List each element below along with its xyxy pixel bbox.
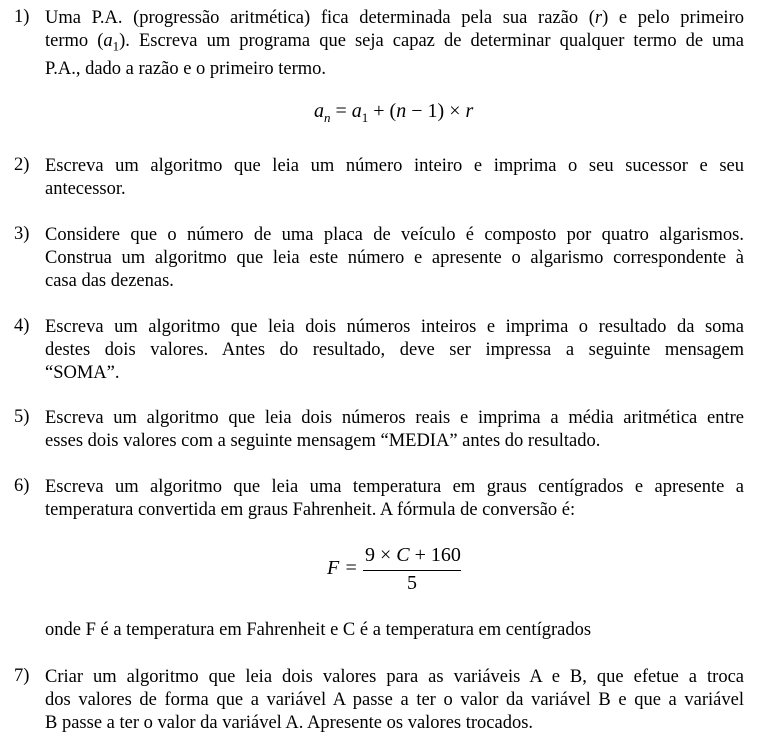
variable-a1: a bbox=[103, 31, 113, 51]
formula-times: × bbox=[444, 100, 466, 122]
text-line: Uma P.A. (progressão aritmética) fica determinada pela sua razão (r) e pelo primeiro bbox=[45, 8, 744, 28]
question-6 bbox=[14, 476, 744, 522]
formula-denominator: 5 bbox=[407, 572, 417, 594]
formula-r: r bbox=[465, 100, 474, 122]
formula-note: onde F é a temperatura em Fahrenheit e C é a temperatura em centígrados bbox=[45, 620, 592, 640]
formula-an: $a_n$ bbox=[314, 100, 331, 125]
formula-a1: $a_1$ bbox=[351, 100, 369, 125]
fraction-bar bbox=[363, 570, 461, 571]
question-number: 3) bbox=[14, 224, 30, 244]
question-7 bbox=[14, 666, 744, 735]
formula-numerator: 9 × C + 160 bbox=[365, 544, 461, 566]
question-text bbox=[45, 224, 744, 293]
text-line: Escreva um algoritmo que leia dois números inteiros e imprima o resultado da soma bbox=[45, 317, 744, 337]
formula-equals: = bbox=[330, 100, 352, 122]
question-1 bbox=[14, 7, 744, 81]
text-line: dos valores de forma que a variável A passe a ter o valor da variável B e que a variável bbox=[45, 690, 744, 710]
text-line: P.A., dado a razão e o primeiro termo. bbox=[45, 58, 327, 79]
text-line: esses dois valores com a seguinte mensagem “MEDIA” antes do resultado. bbox=[45, 431, 601, 451]
formula-plus-open: + ( bbox=[368, 100, 397, 122]
text-line: Criar um algoritmo que leia dois valores para as variáveis A e B, que efetue a troca bbox=[45, 667, 744, 687]
formula-n: n bbox=[396, 100, 407, 122]
question-text bbox=[45, 155, 744, 201]
text-line: B passe a ter o valor da variável A. Apresente os valores trocados. bbox=[45, 713, 534, 733]
question-number: 6) bbox=[14, 476, 30, 496]
question-number: 4) bbox=[14, 316, 30, 336]
question-4 bbox=[14, 316, 744, 385]
question-text bbox=[45, 316, 744, 385]
question-5 bbox=[14, 407, 744, 453]
question-number: 5) bbox=[14, 407, 30, 427]
question-number: 2) bbox=[14, 155, 30, 175]
text-line: Escreva um algoritmo que leia um número inteiro e imprima o seu sucessor e seu bbox=[45, 156, 744, 176]
fahrenheit-formula bbox=[327, 544, 467, 596]
question-text bbox=[45, 407, 744, 453]
text-line: “SOMA”. bbox=[45, 363, 120, 383]
question-number: 1) bbox=[14, 7, 30, 27]
arithmetic-progression-formula bbox=[314, 100, 473, 123]
variable-r: r bbox=[594, 8, 603, 28]
question-text bbox=[45, 476, 744, 522]
text-line: destes dois valores. Antes do resultado, deve ser impressa a seguinte mensagem bbox=[45, 340, 744, 360]
text-line: temperatura convertida em graus Fahrenheit. A fórmula de conversão é: bbox=[45, 500, 576, 520]
text-line: antecessor. bbox=[45, 179, 126, 199]
text-line: Construa um algoritmo que leia este número e apresente o algarismo correspondente à bbox=[45, 248, 744, 268]
question-text bbox=[45, 666, 744, 735]
text-line: Escreva um algoritmo que leia dois números reais e imprima a média aritmética entre bbox=[45, 408, 744, 428]
formula-lhs: F = bbox=[327, 557, 358, 579]
question-2 bbox=[14, 155, 744, 201]
text-line: termo $(a_1)$. Escreva um programa que seja capaz de determinar qualquer termo de uma bbox=[45, 31, 744, 54]
formula-minus-one: − 1) bbox=[406, 100, 445, 122]
text-line: casa das dezenas. bbox=[45, 271, 174, 291]
text-line: Considere que o número de uma placa de veículo é composto por quatro algarismos. bbox=[45, 225, 744, 245]
question-text bbox=[45, 7, 744, 81]
question-number: 7) bbox=[14, 666, 30, 686]
text-line: Escreva um algoritmo que leia uma temperatura em graus centígrados e apresente a bbox=[45, 477, 744, 497]
question-3 bbox=[14, 224, 744, 293]
